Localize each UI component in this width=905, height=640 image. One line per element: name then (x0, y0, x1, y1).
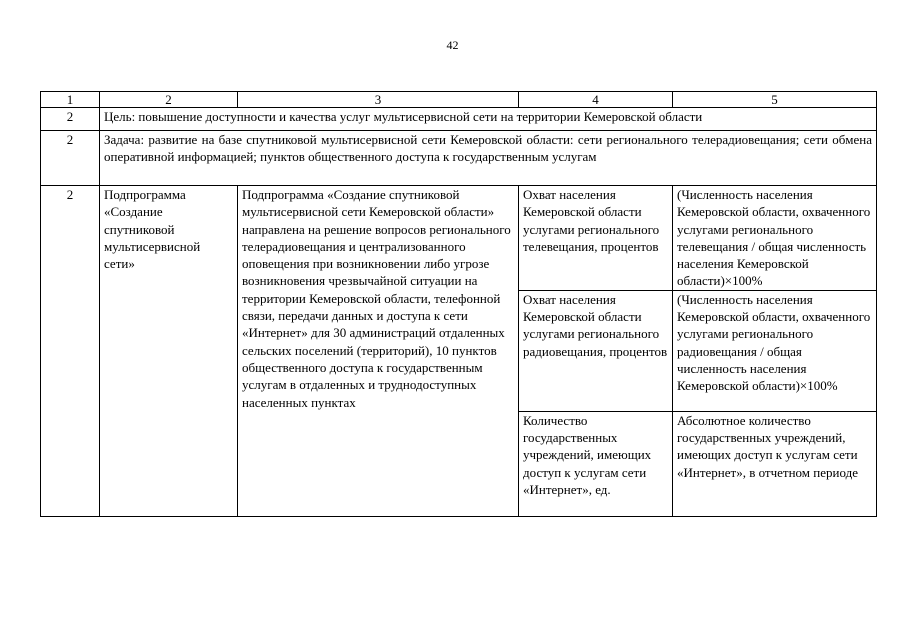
header-cell: 4 (519, 92, 673, 108)
task-text: Задача: развитие на базе спутниковой мультисервисной сети Кемеровской области: сети регионального телерадиовещания; сети обмена оперативной информацией; пунктов общественного доступа к государственным услугам (100, 131, 877, 186)
row-number: 2 (41, 131, 100, 186)
indicator-formula: Абсолютное количество государственных учреждений, имеющих доступ к услугам сети «Интернет», в отчетном периоде (673, 411, 877, 516)
indicators-table (40, 91, 877, 517)
header-cell: 5 (673, 92, 877, 108)
row-number: 2 (41, 186, 100, 517)
goal-row (41, 108, 877, 131)
goal-text: Цель: повышение доступности и качества услуг мультисервисной сети на территории Кемеровской области (100, 108, 877, 131)
table-header-row (41, 92, 877, 108)
indicator-name: Охват населения Кемеровской области услугами регионального телевещания, процентов (519, 186, 673, 291)
subprogram-description: Подпрограмма «Создание спутниковой мультисервисной сети Кемеровской области» направлена на решение вопросов регионального телерадиовещания и централизованного оповещения при возникновении либо угрозе возникновения чрезвычайной ситуации на территории Кемеровской области, телефонной связи, передачи данных и доступа к сети «Интернет» для 30 администраций отдаленных сельских поселений (территорий), 10 пунктов общественного доступа к государственным услугам в отдаленных и труднодоступных населенных пунктах (238, 186, 519, 517)
indicator-formula: (Численность населения Кемеровской области, охваченного услугами регионального радиовещания / общая численность населения Кемеровской области)×100% (673, 290, 877, 411)
page-number: 42 (446, 38, 459, 52)
task-row (41, 131, 877, 186)
indicator-formula: (Численность населения Кемеровской области, охваченного услугами регионального телевещания / общая численность населения Кемеровской области)×100% (673, 186, 877, 291)
header-cell: 2 (100, 92, 238, 108)
indicator-name: Количество государственных учреждений, имеющих доступ к услугам сети «Интернет», ед. (519, 411, 673, 516)
subprogram-name: Подпрограмма «Создание спутниковой мультисервисной сети» (100, 186, 238, 517)
header-cell: 1 (41, 92, 100, 108)
header-cell: 3 (238, 92, 519, 108)
row-number: 2 (41, 108, 100, 131)
subprogram-row (41, 186, 877, 291)
indicator-name: Охват населения Кемеровской области услугами регионального радиовещания, процентов (519, 290, 673, 411)
